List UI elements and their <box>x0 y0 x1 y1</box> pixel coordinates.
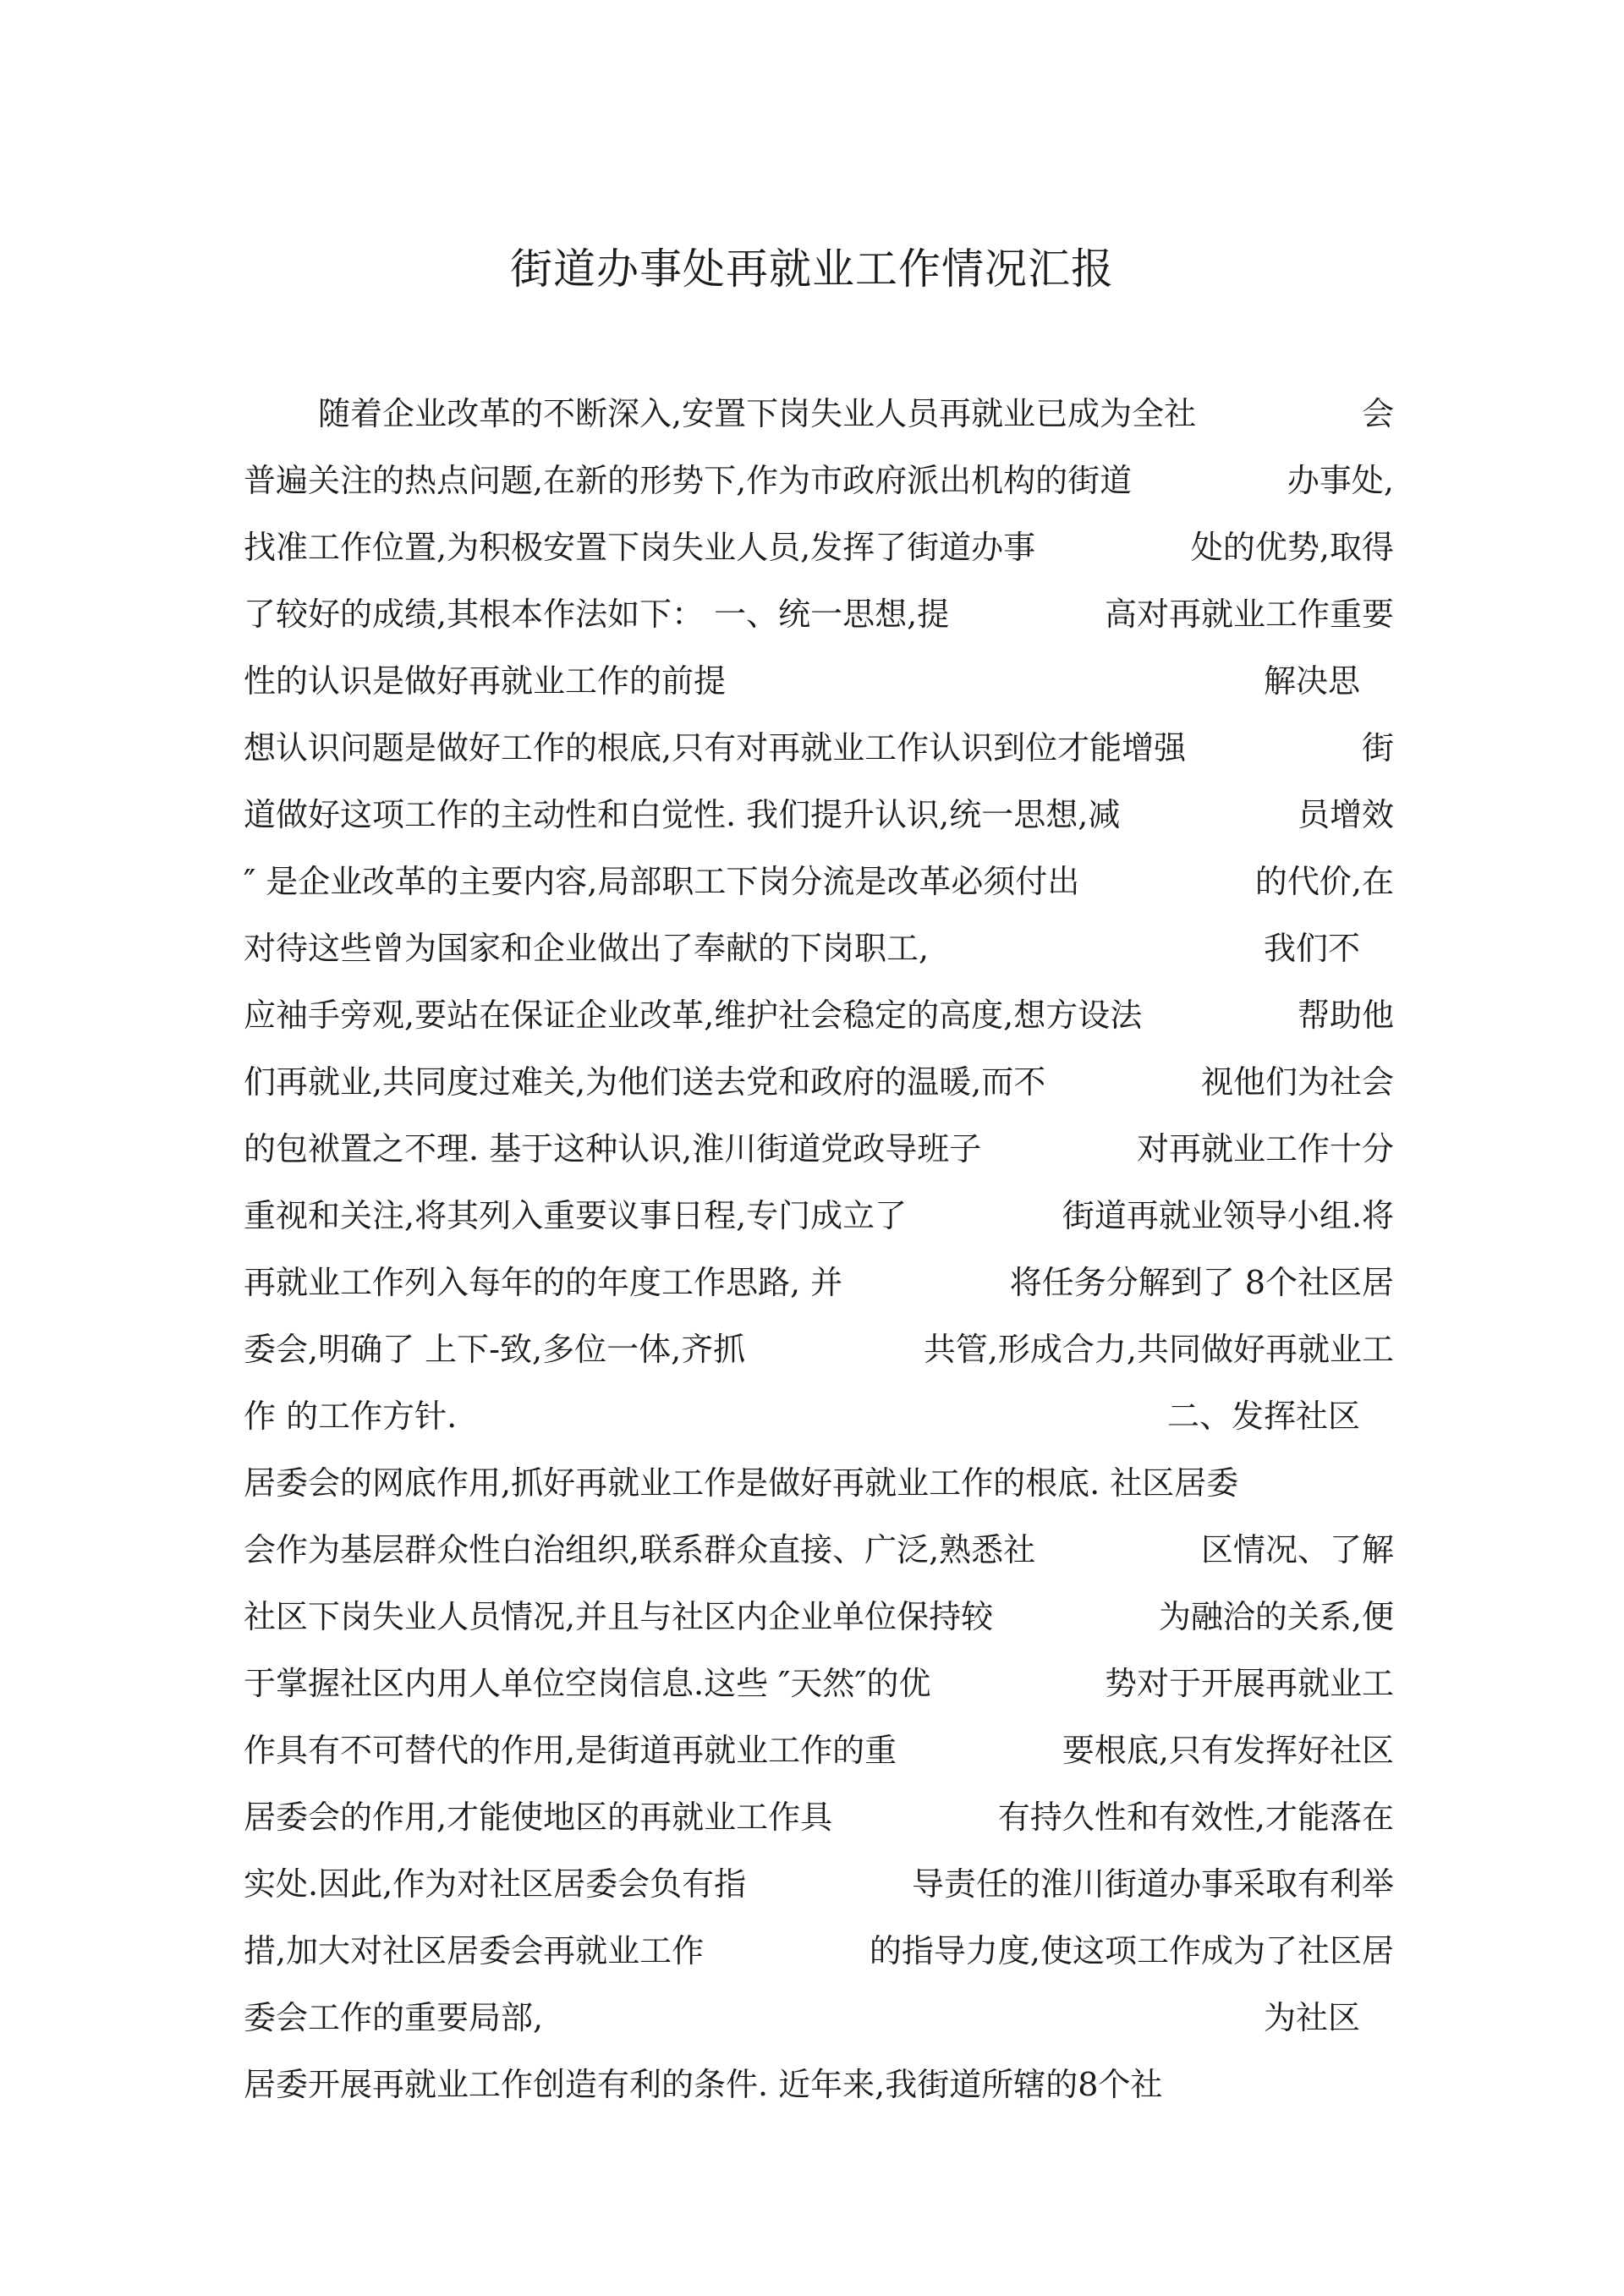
text-line <box>244 915 1394 982</box>
line-right: 处的优势,取得 <box>1190 529 1394 566</box>
text-line <box>244 1183 1394 1250</box>
text-line <box>244 1717 1394 1784</box>
line-right: 街道再就业领导小组.将 <box>1062 1197 1394 1234</box>
text-line <box>244 1851 1394 1918</box>
line-left: 会作为基层群众性白治组织,联系群众直接、广泛,熟悉社 <box>244 1531 1036 1568</box>
text-line <box>244 1517 1394 1584</box>
line-left: 找准工作位置,为积极安置下岗失业人员,发挥了街道办事 <box>244 529 1036 566</box>
line-left: 居委开展再就业工作创造有利的条件. 近年来,我街道所辖的8个社 <box>244 2066 1163 2103</box>
text-line <box>244 1918 1394 1985</box>
line-left: 的包袱置之不理. 基于这种认识,淮川街道党政导班子 <box>244 1130 982 1167</box>
line-left: 委会,明确了 上下-致,多位一体,齐抓 <box>244 1331 746 1368</box>
text-line <box>244 849 1394 915</box>
line-left: 们再就业,共同度过难关,为他们送去党和政府的温暖,而不 <box>244 1063 1046 1101</box>
text-line <box>244 514 1394 581</box>
text-line <box>244 448 1394 514</box>
line-right: 有持久性和有效性,才能落在 <box>997 1799 1394 1836</box>
line-right: 共管,形成合力,共同做好再就业工 <box>923 1331 1394 1368</box>
line-right: 要根底,只有发挥好社区 <box>1062 1732 1394 1769</box>
line-left: 了较好的成绩,其根本作法如下： 一、统一思想,提 <box>244 596 950 633</box>
line-left: 普遍关注的热点问题,在新的形势下,作为市政府派出机构的街道 <box>244 462 1133 499</box>
line-right: 视他们为社会 <box>1200 1063 1394 1101</box>
line-right: 导责任的淮川街道办事采取有利举 <box>911 1865 1394 1903</box>
text-line <box>244 1450 1394 1517</box>
text-line <box>244 782 1394 849</box>
line-left: 应袖手旁观,要站在保证企业改革,维护社会稳定的高度,想方设法 <box>244 997 1143 1034</box>
line-left: 于掌握社区内用人单位空岗信息.这些 ″天然″的优 <box>244 1665 931 1702</box>
line-left: 道做好这项工作的主动性和白觉性. 我们提升认识,统一思想,减 <box>244 796 1121 833</box>
line-left: 性的认识是做好再就业工作的前提 <box>244 662 727 700</box>
text-line <box>244 1651 1394 1717</box>
line-right: 将任务分解到了 8个社区居 <box>1009 1264 1394 1301</box>
line-left: ″ 是企业改革的主要内容,局部职工下岗分流是改革必须付出 <box>244 863 1080 900</box>
text-line <box>244 381 1394 448</box>
text-line <box>244 1250 1394 1316</box>
body-text <box>244 381 1394 2118</box>
line-right: 帮助他 <box>1297 997 1394 1034</box>
line-left: 实处.因此,作为对社区居委会负有指 <box>244 1865 747 1903</box>
text-line <box>244 648 1394 715</box>
text-line <box>244 1049 1394 1116</box>
line-left: 随着企业改革的不断深入,安置下岗失业人员再就业已成为全社 <box>318 395 1197 432</box>
line-left: 作 的工作方针. <box>244 1398 458 1435</box>
line-left: 措,加大对社区居委会再就业工作 <box>244 1932 705 1969</box>
line-right: 街 <box>1361 729 1394 766</box>
line-left: 想认识问题是做好工作的根底,只有对再就业工作认识到位才能增强 <box>244 729 1187 766</box>
text-line <box>244 715 1394 782</box>
line-right: 员增效 <box>1297 796 1394 833</box>
text-line <box>244 1383 1394 1450</box>
line-right: 区情况、了解 <box>1200 1531 1394 1568</box>
text-line <box>244 1985 1394 2052</box>
page-title: 街道办事处再就业工作情况汇报 <box>510 244 1114 294</box>
line-right: 解决思 <box>1263 662 1360 700</box>
text-line <box>244 982 1394 1049</box>
line-left: 重视和关注,将其列入重要议事日程,专门成立了 <box>244 1197 908 1234</box>
line-right: 我们不 <box>1263 930 1360 967</box>
line-right: 为融洽的关系,便 <box>1158 1598 1394 1635</box>
line-right: 会 <box>1361 395 1394 432</box>
line-left: 再就业工作列入每年的的年度工作思路, 并 <box>244 1264 843 1301</box>
line-right: 高对再就业工作重要 <box>1104 596 1394 633</box>
line-left: 委会工作的重要局部, <box>244 1999 544 2036</box>
text-line <box>244 1316 1394 1383</box>
line-right: 二、发挥社区 <box>1166 1398 1360 1435</box>
text-line <box>244 1784 1394 1851</box>
text-line <box>244 2052 1394 2118</box>
line-right: 势对于开展再就业工 <box>1104 1665 1394 1702</box>
text-line <box>244 1116 1394 1183</box>
line-right: 的代价,在 <box>1254 863 1394 900</box>
line-right: 的指导力度,使这项工作成为了社区居 <box>869 1932 1394 1969</box>
line-left: 对待这些曾为国家和企业做出了奉献的下岗职工, <box>244 930 930 967</box>
line-left: 社区下岗失业人员情况,并且与社区内企业单位保持较 <box>244 1598 994 1635</box>
line-right: 为社区 <box>1263 1999 1360 2036</box>
text-line <box>244 581 1394 648</box>
text-line <box>244 1584 1394 1651</box>
line-left: 居委会的作用,才能使地区的再就业工作具 <box>244 1799 833 1836</box>
line-right: 对再就业工作十分 <box>1136 1130 1394 1167</box>
line-left: 作具有不可替代的作用,是街道再就业工作的重 <box>244 1732 897 1769</box>
line-right: 办事处, <box>1287 462 1394 499</box>
line-left: 居委会的网底作用,抓好再就业工作是做好再就业工作的根底. 社区居委 <box>244 1464 1239 1502</box>
